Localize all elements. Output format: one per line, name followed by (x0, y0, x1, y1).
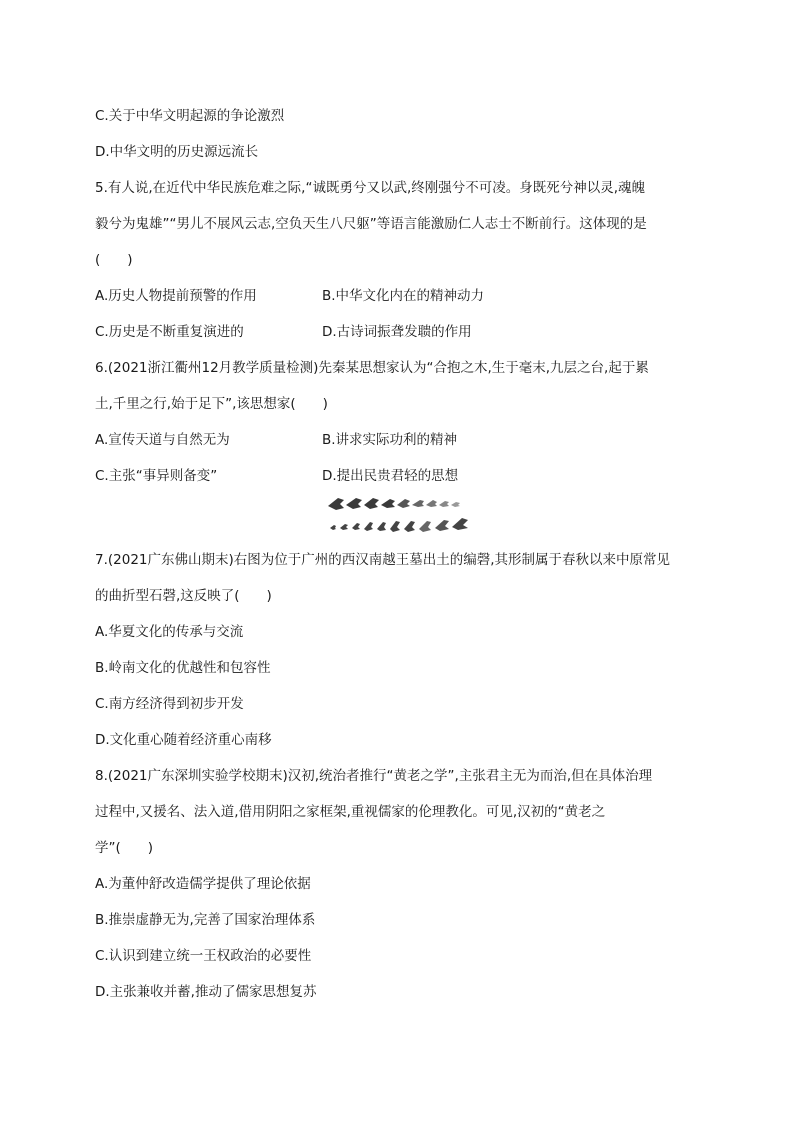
q8-option-c: C.认识到建立统一王权政治的必要性 (95, 948, 312, 964)
q5-option-c: C.历史是不断重复演进的 (95, 324, 244, 340)
stone-chime-image (324, 494, 474, 534)
q7-stem-line2: 的曲折型石磬,这反映了( ) (95, 588, 272, 604)
q6-stem-line1: 6.(2021浙江衢州12月教学质量检测)先秦某思想家认为“合抱之木,生于毫末,九层之台,起于累 (95, 360, 649, 376)
q8-option-a: A.为董仲舒改造儒学提供了理论依据 (95, 876, 311, 892)
q4-option-c: C.关于中华文明起源的争论激烈 (95, 108, 285, 124)
q8-stem-line3: 学”( ) (95, 840, 154, 856)
q8-option-d: D.主张兼收并蓄,推动了儒家思想复苏 (95, 984, 317, 1000)
q8-stem-line1: 8.(2021广东深圳实验学校期末)汉初,统治者推行“黄老之学”,主张君主无为而治,但在具体治理 (95, 768, 653, 784)
q5-answer-paren: ( ) (95, 252, 133, 268)
q7-option-a: A.华夏文化的传承与交流 (95, 624, 244, 640)
q5-stem-line1: 5.有人说,在近代中华民族危难之际,“诚既勇兮又以武,终刚强兮不可凌。身既死兮神以灵,魂魄 (95, 180, 646, 196)
q6-option-d: D.提出民贵君轻的思想 (322, 468, 459, 484)
chime-row-top (328, 498, 460, 510)
q8-option-b: B.推崇虚静无为,完善了国家治理体系 (95, 912, 316, 928)
q6-stem-line2: 土,千里之行,始于足下”,该思想家( ) (95, 396, 328, 412)
q5-option-a: A.历史人物提前预警的作用 (95, 288, 257, 304)
q7-option-b: B.岭南文化的优越性和包容性 (95, 660, 271, 676)
q4-option-d: D.中华文明的历史源远流长 (95, 144, 259, 160)
q5-option-b: B.中华文化内在的精神动力 (322, 288, 485, 304)
q6-option-a: A.宣传天道与自然无为 (95, 432, 230, 448)
q7-option-c: C.南方经济得到初步开发 (95, 696, 244, 712)
q8-stem-line2: 过程中,又援名、法入道,借用阴阳之家框架,重视儒家的伦理教化。可见,汉初的“黄老之 (95, 804, 606, 820)
chime-row-bottom (330, 518, 468, 532)
q7-stem-line1: 7.(2021广东佛山期末)右图为位于广州的西汉南越王墓出土的编磬,其形制属于春秋以来中原常见 (95, 552, 671, 568)
q5-stem-line2: 毅兮为鬼雄”“男儿不展风云志,空负天生八尺躯”等语言能激励仁人志士不断前行。这体现的是 (95, 216, 647, 232)
q6-option-c: C.主张“事异则备变” (95, 468, 218, 484)
q7-option-d: D.文化重心随着经济重心南移 (95, 732, 272, 748)
q6-option-b: B.讲求实际功利的精神 (322, 432, 458, 448)
q5-option-d: D.古诗词振聋发聩的作用 (322, 324, 472, 340)
